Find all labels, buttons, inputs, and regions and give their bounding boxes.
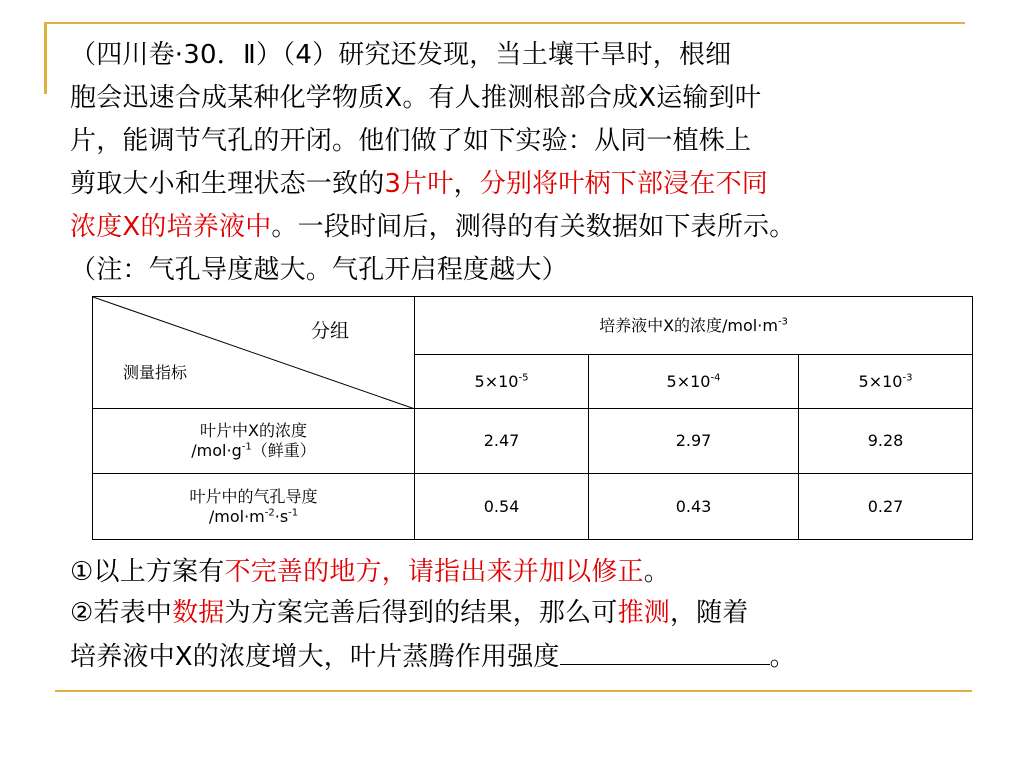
- highlight-text: 数据: [172, 598, 225, 628]
- header-text: 培养液中X的浓度/mol·m: [599, 315, 778, 335]
- table-row: [93, 409, 973, 474]
- question-line-5: [70, 206, 1000, 249]
- measure-header-label: 测量指标: [123, 363, 188, 382]
- question-text: ②若表中: [70, 598, 173, 628]
- unit-exponent: -2: [264, 507, 275, 519]
- question-text: 剪取大小和生理状态一致的: [70, 169, 385, 199]
- header-exponent: -3: [777, 316, 788, 328]
- question-text: 培养液中X的浓度增大，叶片蒸腾作用强度: [70, 642, 560, 672]
- unit-text: ·s: [274, 506, 289, 526]
- sub-questions: [70, 552, 1000, 678]
- table-cell: 0.43: [589, 474, 799, 540]
- row-label-unit: [93, 441, 414, 461]
- question-text: 。: [643, 557, 670, 587]
- question-text: ，随着: [669, 598, 749, 628]
- table-cell: 0.27: [799, 474, 973, 540]
- conc-exponent: -3: [902, 372, 913, 384]
- row-label-line: 叶片中的气孔导度: [189, 486, 318, 506]
- conc-header-3: [799, 355, 973, 409]
- question-text: 为方案完善后得到的结果，那么可: [224, 598, 618, 628]
- question-text: 。一段时间后，测得的有关数据如下表所示。: [271, 212, 796, 242]
- table-cell: 9.28: [799, 409, 973, 474]
- conc-base: 5×10: [666, 371, 711, 391]
- conc-exponent: -4: [710, 372, 721, 384]
- conc-base: 5×10: [474, 371, 519, 391]
- unit-exponent: -1: [241, 441, 252, 453]
- highlight-text: 推测: [617, 598, 670, 628]
- sub-question-2: [70, 593, 1000, 634]
- question-text: ①以上方案有: [70, 557, 225, 587]
- unit-exponent: -1: [288, 507, 299, 519]
- question-line-2: 胞会迅速合成某种化学物质X。有人推测根部合成X运输到叶: [70, 83, 762, 113]
- question-line-6: （注：气孔导度越大。气孔开启程度越大）: [70, 255, 568, 285]
- question-line-4: [70, 163, 1000, 206]
- top-accent-bar: [44, 22, 965, 24]
- highlight-text: 3片叶: [384, 169, 454, 199]
- question-paragraph: [70, 34, 1000, 292]
- question-line-1: （四川卷·30．Ⅱ）（4）研究还发现，当土壤干旱时，根细: [70, 40, 732, 70]
- concentration-group-header: [415, 297, 973, 355]
- row-label-stomatal-conductance: [93, 474, 415, 540]
- conc-base: 5×10: [858, 371, 903, 391]
- conc-exponent: -5: [518, 372, 529, 384]
- conc-header-2: [589, 355, 799, 409]
- question-text: 。: [769, 642, 796, 672]
- data-table: [92, 296, 973, 540]
- diagonal-line: [93, 297, 415, 409]
- table-row: [93, 474, 973, 540]
- table-cell: 2.97: [589, 409, 799, 474]
- highlight-text: 分别将叶柄下部浸在不同: [479, 169, 768, 199]
- left-accent-bar: [44, 22, 47, 94]
- question-text: ，: [453, 169, 480, 199]
- table-cell: 0.54: [415, 474, 589, 540]
- group-header-label: 分组: [311, 320, 350, 342]
- answer-blank[interactable]: [560, 634, 770, 665]
- row-label-line: 叶片中X的浓度: [200, 421, 307, 440]
- row-label-x-concentration: [93, 409, 415, 474]
- highlight-text: 浓度X的培养液中: [70, 212, 272, 242]
- unit-text: /mol·m: [208, 506, 265, 526]
- row-label-unit: [93, 507, 414, 527]
- bottom-accent-bar: [55, 690, 972, 692]
- question-line-3: 片，能调节气孔的开闭。他们做了如下实验：从同一植株上: [70, 126, 752, 156]
- unit-text: （鲜重）: [251, 441, 316, 460]
- sub-question-1: [70, 552, 1000, 593]
- diagonal-header-cell: [93, 297, 415, 409]
- highlight-text: 不完善的地方，请指出来并加以修正: [224, 557, 644, 587]
- sub-question-2-continued: [70, 634, 1000, 678]
- conc-header-1: [415, 355, 589, 409]
- unit-text: /mol·g: [191, 441, 242, 460]
- table-cell: 2.47: [415, 409, 589, 474]
